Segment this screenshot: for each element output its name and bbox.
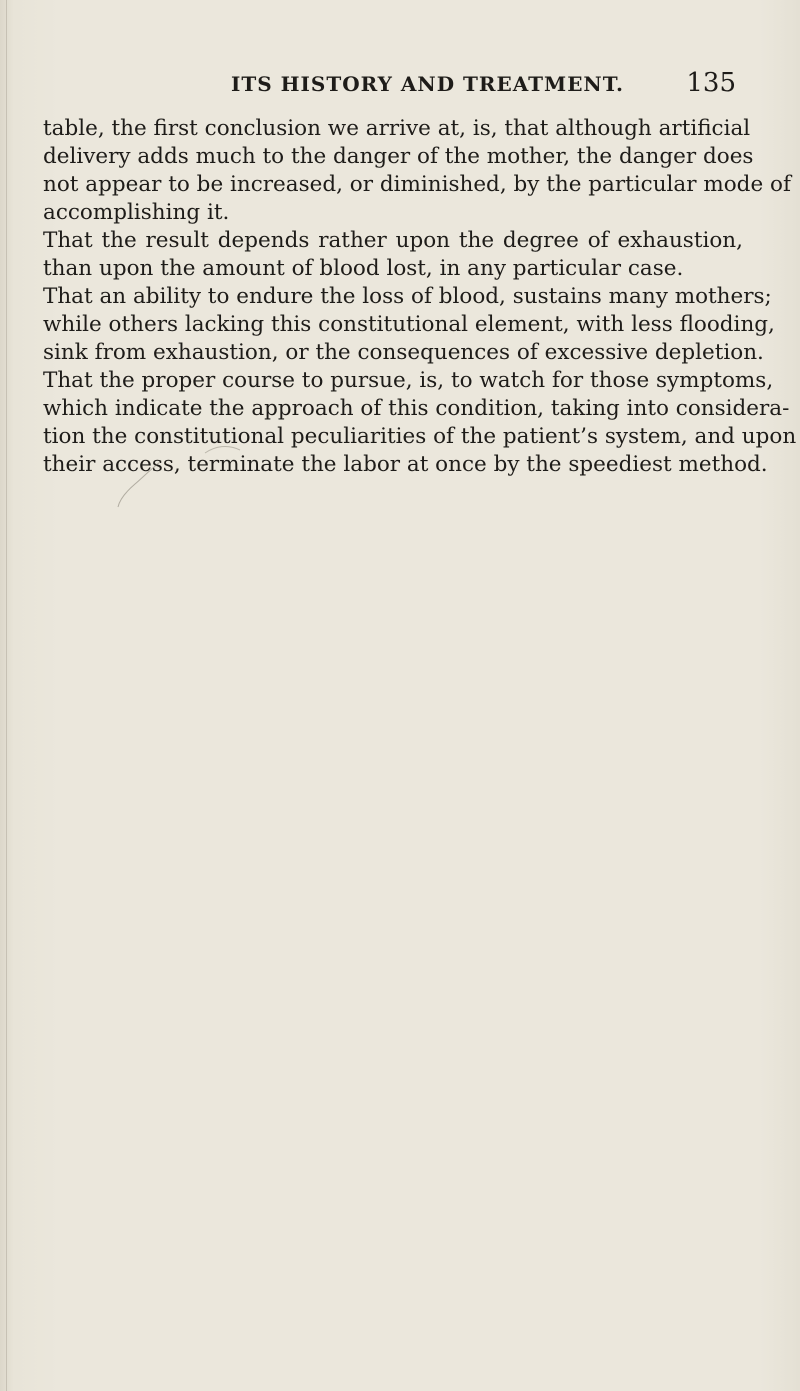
text-line: their access, terminate the labor at once by the speediest method. xyxy=(43,452,768,477)
text-line: That the proper course to pursue, is, to watch for those symptoms, xyxy=(43,368,774,393)
text-line: That the result depends rather upon the degree of exhaustion, xyxy=(43,228,743,253)
running-head xyxy=(0,68,800,102)
text-line: sink from exhaustion, or the consequences of excessive depletion. xyxy=(43,340,764,365)
page-edge-shadow xyxy=(6,0,7,1391)
text-line: tion the constitutional peculiarities of the patient’s system, and upon xyxy=(43,424,797,449)
text-line: That an ability to endure the loss of blood, sustains many mothers; xyxy=(43,284,772,309)
text-line: while others lacking this constitutional element, with less flooding, xyxy=(43,312,775,337)
running-head-title: ITS HISTORY AND TREATMENT. xyxy=(231,72,624,96)
text-line: delivery adds much to the danger of the mother, the danger does xyxy=(43,144,754,169)
text-line: not appear to be increased, or diminished, by the particular mode of xyxy=(43,172,791,197)
body-text xyxy=(43,115,797,479)
text-line: accomplishing it. xyxy=(43,200,230,225)
page-number: 135 xyxy=(686,68,736,98)
text-line: than upon the amount of blood lost, in any particular case. xyxy=(43,256,684,281)
text-line: which indicate the approach of this condition, taking into considera- xyxy=(43,396,790,421)
text-line: table, the first conclusion we arrive at, is, that although artificial xyxy=(43,116,751,141)
